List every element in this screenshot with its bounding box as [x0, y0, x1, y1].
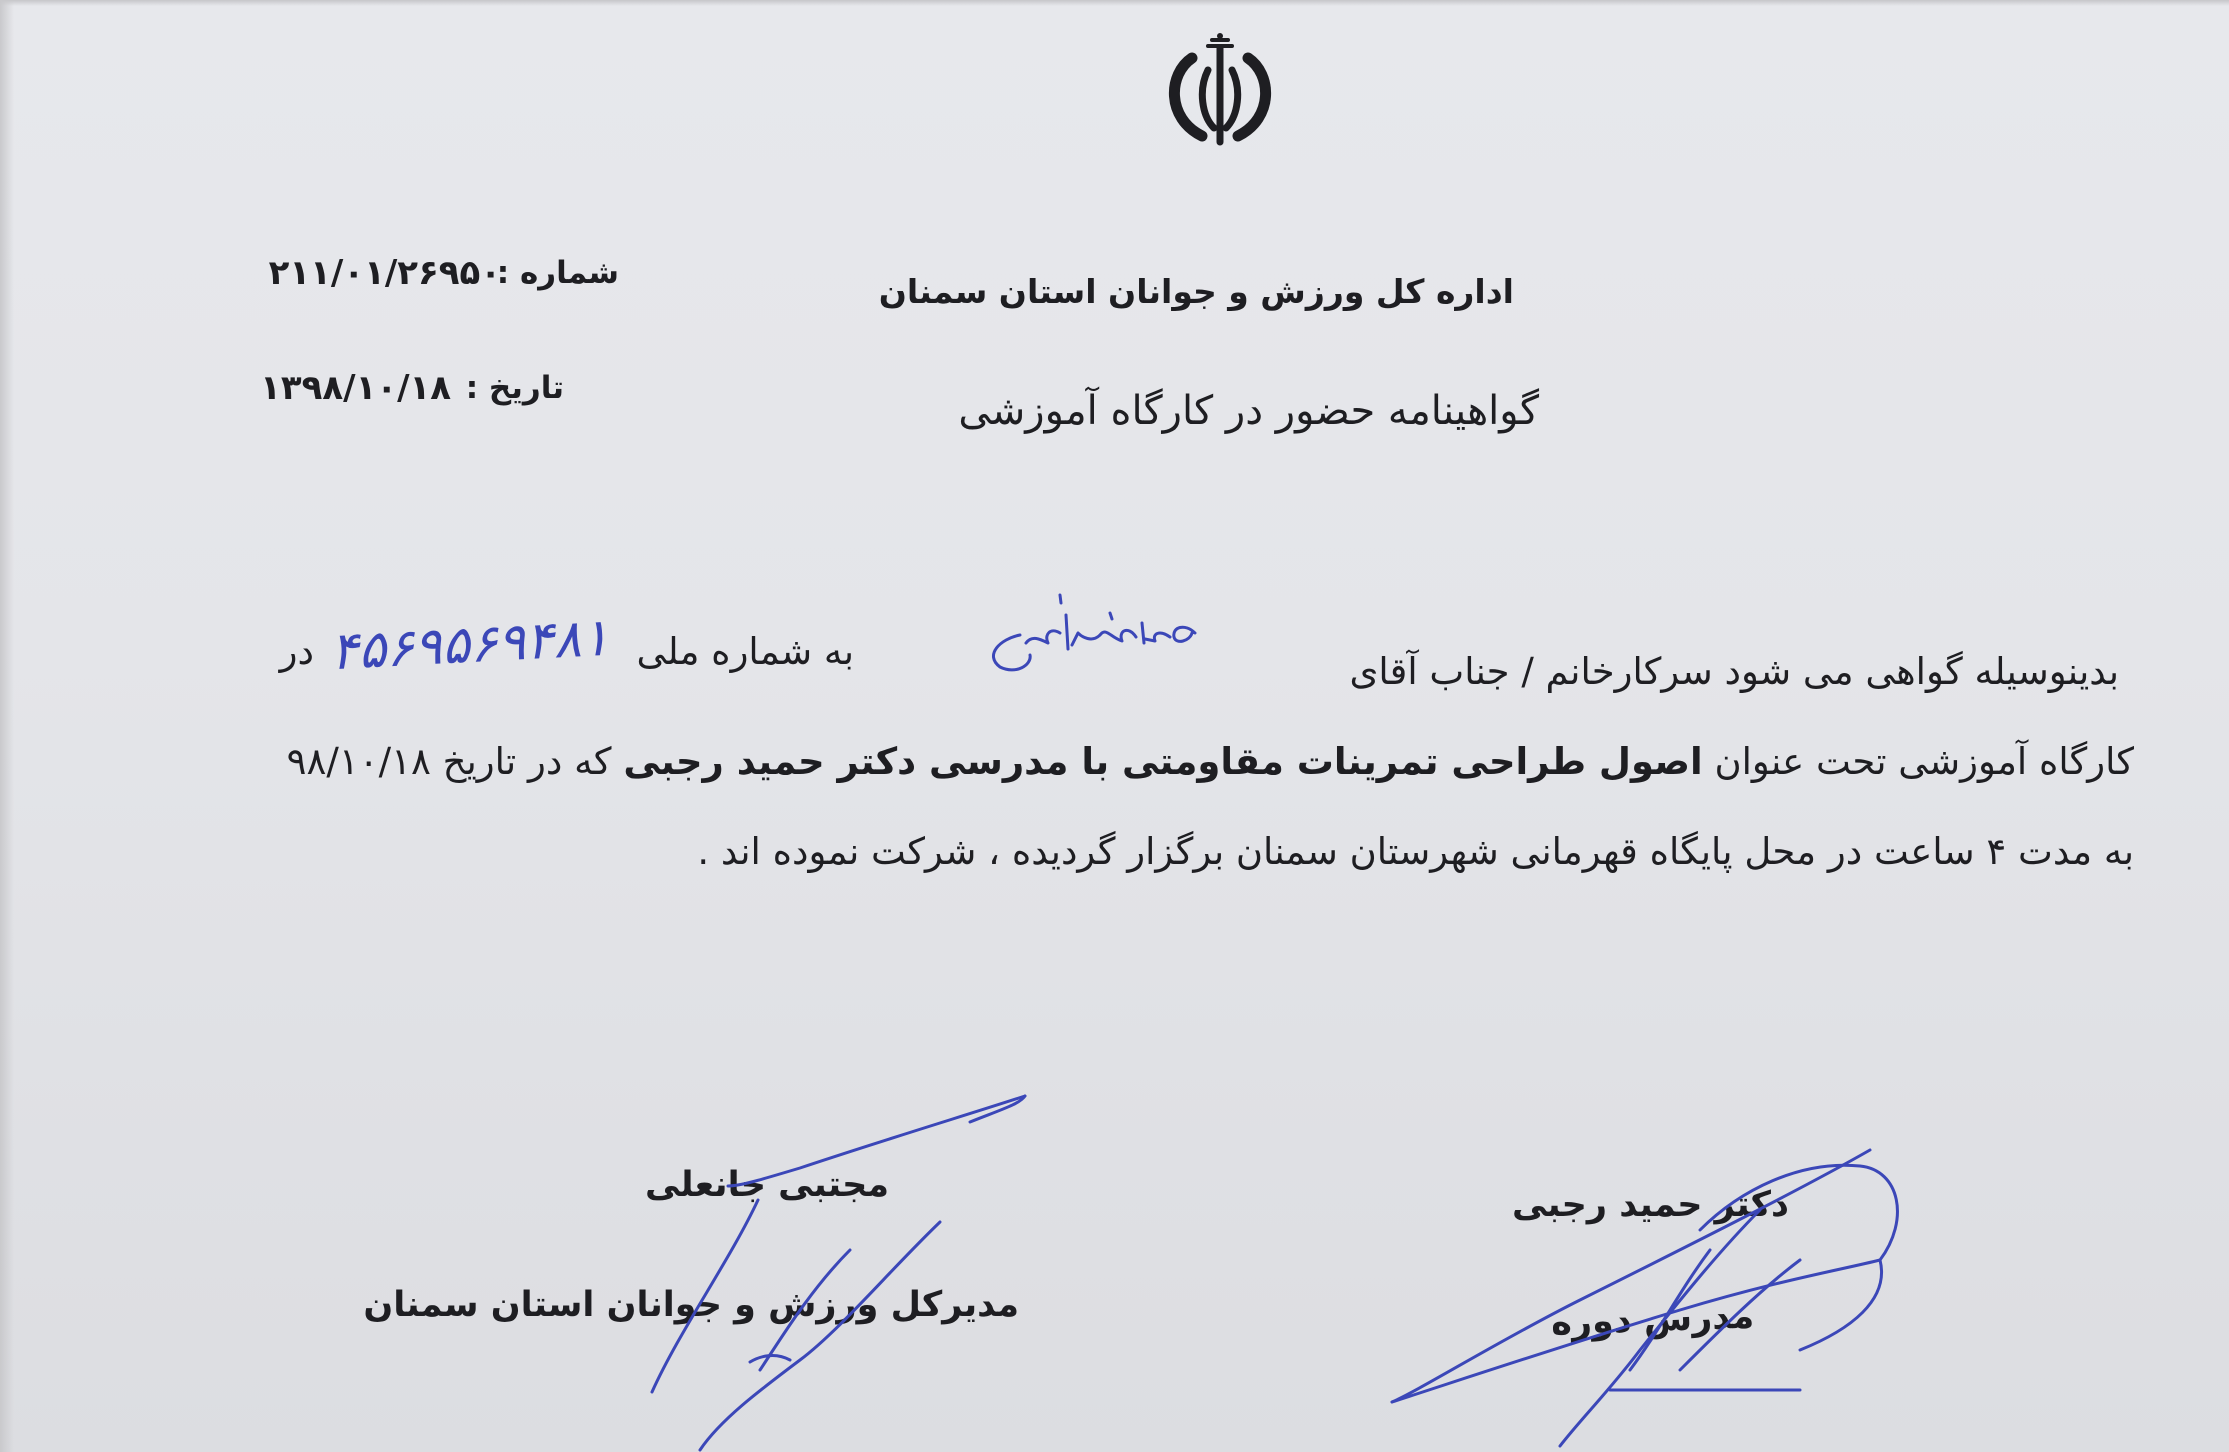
- organization-title: اداره کل ورزش و جوانان استان سمنان: [878, 272, 1514, 311]
- date-value: ۱۳۹۸/۱۰/۱۸: [260, 368, 451, 408]
- certificate-title: گواهینامه حضور در کارگاه آموزشی: [958, 388, 1539, 434]
- date-label: تاریخ :: [465, 370, 564, 406]
- handwritten-national-id: ۴۵۶۹۵۶۹۴۸۱: [328, 607, 611, 683]
- right-signatory-name: دکتر حمید رجبی: [1511, 1185, 1789, 1225]
- issue-date: [144, 370, 564, 430]
- body-line-2-start: کارگاه آموزشی تحت عنوان: [1714, 740, 2134, 783]
- national-id-label: به شماره ملی: [636, 630, 854, 673]
- reference-value: ۲۱۱/۰۱/۲۶۹۵۰: [268, 253, 501, 293]
- body-line-1-start: بدینوسیله گواهی می شود سرکارخانم / جناب آقای: [1349, 650, 2119, 693]
- body-line-1-end: در: [279, 630, 314, 673]
- left-signature: [640, 1090, 1040, 1452]
- right-signature: [1380, 1130, 1940, 1452]
- right-signatory-title: مدرس دوره: [1550, 1296, 1755, 1344]
- workshop-title: اصول طراحی تمرینات مقاومتی با مدرسی دکتر حمید رجبی: [623, 740, 1703, 783]
- handwritten-name-signature: [960, 575, 1220, 685]
- paper-edge-shadow: [0, 0, 14, 1452]
- left-signatory-name: مجتبی جانعلی: [644, 1165, 889, 1205]
- reference-label: شماره :: [496, 255, 619, 291]
- iran-emblem-icon: [1150, 30, 1290, 160]
- body-line-3: به مدت ۴ ساعت در محل پایگاه قهرمانی شهرستان سمنان برگزار گردیده ، شرکت نموده اند .: [697, 830, 2134, 873]
- paper-top-edge: [0, 0, 2229, 6]
- body-line-2-end: که در تاریخ ۹۸/۱۰/۱۸: [286, 740, 612, 783]
- left-signatory-title: مدیرکل ورزش و جوانان استان سمنان: [363, 1285, 1019, 1325]
- body-line-2: [287, 740, 2134, 783]
- reference-number: [199, 255, 619, 315]
